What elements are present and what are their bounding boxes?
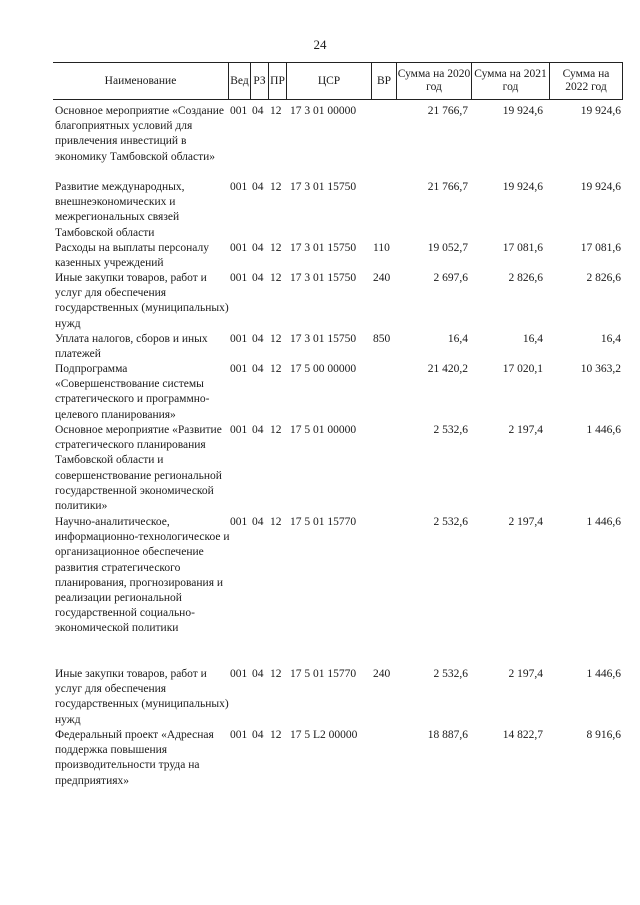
row-name: Развитие международных, внешнеэкономических и межрегиональных связей Тамбовской области: [55, 181, 185, 239]
cell-y2020: 2 532,6: [433, 668, 468, 680]
cell-y2020: 19 052,7: [427, 242, 468, 254]
cell-y2022: 10 363,2: [580, 363, 621, 375]
cell-vr: 240: [373, 272, 391, 284]
header-ved: Вед: [228, 63, 250, 99]
cell-y2022: 19 924,6: [580, 105, 621, 117]
page-number: 24: [313, 37, 327, 52]
cell-ved: 001: [230, 242, 248, 254]
cell-ved: 001: [230, 181, 248, 193]
cell-y2022: 1 446,6: [586, 424, 621, 436]
cell-rz: 04: [252, 242, 264, 254]
cell-vr: 240: [373, 668, 391, 680]
cell-pr: 12: [270, 424, 282, 436]
cell-csr: 17 5 00 00000: [290, 363, 357, 375]
cell-csr: 17 3 01 00000: [290, 105, 357, 117]
row-name: Основное мероприятие «Создание благоприятных условий для привлечения инвестиций в экономику Тамбовской области»: [55, 105, 225, 163]
cell-ved: 001: [230, 272, 248, 284]
cell-ved: 001: [230, 516, 248, 528]
cell-y2021: 19 924,6: [502, 181, 543, 193]
cell-y2021: 2 197,4: [508, 424, 543, 436]
cell-rz: 04: [252, 272, 264, 284]
cell-y2020: 21 766,7: [427, 181, 468, 193]
cell-csr: 17 5 L2 00000: [290, 729, 358, 741]
cell-csr: 17 3 01 15750: [290, 181, 357, 193]
cell-y2020: 2 532,6: [433, 424, 468, 436]
table-row: [53, 423, 623, 515]
header-rz: РЗ: [250, 63, 268, 99]
cell-y2022: 16,4: [600, 333, 621, 345]
cell-pr: 12: [270, 105, 282, 117]
cell-y2020: 18 887,6: [427, 729, 468, 741]
cell-y2020: 2 697,6: [433, 272, 468, 284]
row-name: Расходы на выплаты персоналу казенных учреждений: [55, 242, 209, 270]
table-row: [53, 180, 623, 241]
row-name: Уплата налогов, сборов и иных платежей: [55, 333, 208, 361]
cell-y2020: 21 766,7: [427, 105, 468, 117]
cell-y2022: 1 446,6: [586, 516, 621, 528]
cell-y2022: 1 446,6: [586, 668, 621, 680]
row-name: Научно-аналитическое, информационно-технологическое и организационное обеспечение развития стратегического планирования, прогнозирования и реализации региональной государственной социально-экономической политики: [55, 516, 230, 635]
cell-pr: 12: [270, 333, 282, 345]
header-pr: ПР: [268, 63, 286, 99]
cell-y2021: 17 020,1: [502, 363, 543, 375]
cell-y2020: 16,4: [447, 333, 468, 345]
cell-vr: 850: [373, 333, 391, 345]
header-name: Наименование: [104, 74, 177, 87]
cell-pr: 12: [270, 181, 282, 193]
cell-y2021: 2 197,4: [508, 516, 543, 528]
cell-csr: 17 5 01 15770: [290, 516, 357, 528]
table-row: [53, 667, 623, 728]
cell-y2021: 19 924,6: [502, 105, 543, 117]
cell-y2021: 16,4: [522, 333, 543, 345]
cell-csr: 17 3 01 15750: [290, 333, 357, 345]
table-row: [53, 271, 623, 332]
cell-y2021: 2 197,4: [508, 668, 543, 680]
cell-y2021: 2 826,6: [508, 272, 543, 284]
cell-pr: 12: [270, 242, 282, 254]
cell-ved: 001: [230, 729, 248, 741]
cell-csr: 17 3 01 15750: [290, 242, 357, 254]
budget-table: [53, 62, 623, 808]
cell-pr: 12: [270, 516, 282, 528]
table-row: [53, 728, 623, 808]
table-row: [53, 241, 623, 271]
header-sum-2021: Сумма на 2021 год: [471, 63, 549, 99]
table-body: [53, 104, 623, 808]
table-header: [53, 62, 623, 100]
cell-vr: 110: [373, 242, 390, 254]
cell-rz: 04: [252, 729, 264, 741]
cell-rz: 04: [252, 333, 264, 345]
cell-pr: 12: [270, 272, 282, 284]
cell-pr: 12: [270, 363, 282, 375]
cell-ved: 001: [230, 424, 248, 436]
cell-y2022: 17 081,6: [580, 242, 621, 254]
header-sum-2022: Сумма на 2022 год: [549, 63, 623, 99]
cell-csr: 17 5 01 00000: [290, 424, 357, 436]
table-row: [53, 515, 623, 667]
cell-y2022: 19 924,6: [580, 181, 621, 193]
table-row: [53, 362, 623, 423]
cell-rz: 04: [252, 516, 264, 528]
cell-ved: 001: [230, 363, 248, 375]
cell-csr: 17 5 01 15770: [290, 668, 357, 680]
cell-pr: 12: [270, 668, 282, 680]
cell-rz: 04: [252, 363, 264, 375]
cell-ved: 001: [230, 668, 248, 680]
cell-y2021: 17 081,6: [502, 242, 543, 254]
row-name: Основное мероприятие «Развитие стратегического планирования Тамбовской области и совершенствование региональной государственной экономической политики»: [55, 424, 222, 513]
cell-y2022: 2 826,6: [586, 272, 621, 284]
header-vr: ВР: [371, 63, 396, 99]
cell-rz: 04: [252, 105, 264, 117]
header-sum-2020: Сумма на 2020 год: [396, 63, 471, 99]
cell-ved: 001: [230, 333, 248, 345]
row-name: Иные закупки товаров, работ и услуг для обеспечения государственных (муниципальных) нужд: [55, 272, 229, 330]
cell-y2020: 21 420,2: [427, 363, 468, 375]
cell-rz: 04: [252, 424, 264, 436]
cell-ved: 001: [230, 105, 248, 117]
row-name: Иные закупки товаров, работ и услуг для обеспечения государственных (муниципальных) нужд: [55, 668, 229, 726]
row-name: Федеральный проект «Адресная поддержка повышения производительности труда на предприятиях»: [55, 729, 214, 787]
table-row: [53, 332, 623, 362]
cell-y2022: 8 916,6: [586, 729, 621, 741]
cell-y2021: 14 822,7: [502, 729, 543, 741]
cell-pr: 12: [270, 729, 282, 741]
cell-rz: 04: [252, 181, 264, 193]
cell-csr: 17 3 01 15750: [290, 272, 357, 284]
cell-y2020: 2 532,6: [433, 516, 468, 528]
table-row: [53, 104, 623, 180]
cell-rz: 04: [252, 668, 264, 680]
row-name: Подпрограмма «Совершенствование системы стратегического и программно-целевого планирования»: [55, 363, 210, 421]
header-csr: ЦСР: [286, 63, 371, 99]
